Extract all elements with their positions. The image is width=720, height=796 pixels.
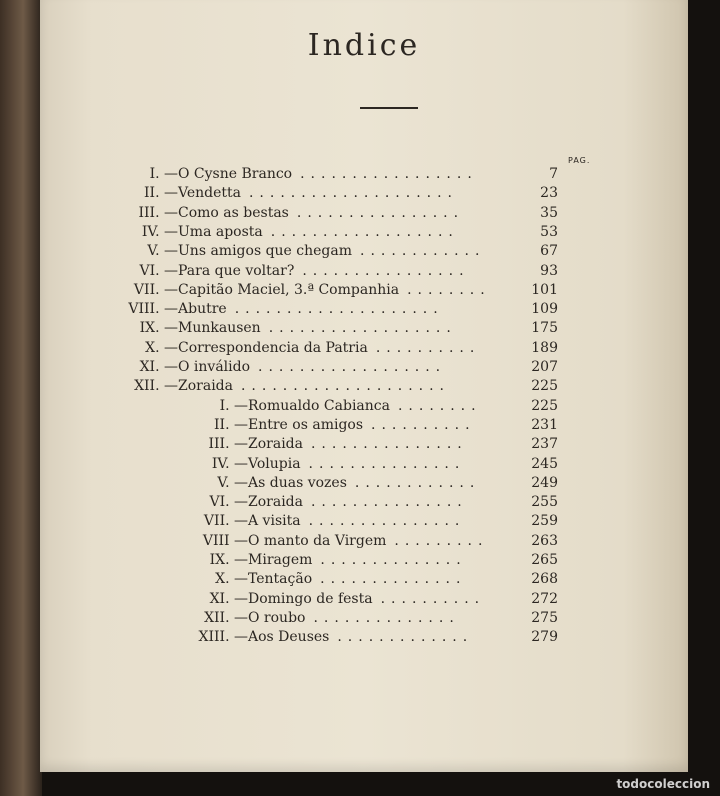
- page-column-label: PAG.: [568, 156, 591, 165]
- dot-leader: ............: [360, 243, 486, 260]
- entry-number: XIII. —: [198, 629, 248, 646]
- dot-leader: ........: [397, 397, 482, 414]
- entry-page-number: 225: [531, 397, 558, 414]
- toc-entry: [0, 203, 720, 223]
- dot-leader: .........: [394, 532, 489, 549]
- entry-page-number: 237: [531, 436, 558, 453]
- entry-title: O manto da Virgem: [248, 532, 387, 549]
- entry-number: VIII —: [202, 532, 248, 549]
- entry-number: IV. —: [141, 223, 178, 240]
- entry-title: Para que voltar?: [178, 262, 295, 279]
- entry-number: XII. —: [204, 609, 248, 626]
- entry-number: VII. —: [133, 281, 178, 298]
- entry-number: II. —: [144, 185, 178, 202]
- dot-leader: .................: [300, 166, 478, 182]
- title-rule: [360, 107, 418, 109]
- entry-title: As duas vozes: [248, 474, 347, 491]
- entry-title: A visita: [248, 513, 301, 530]
- entry-title: Romualdo Cabianca: [248, 397, 390, 414]
- dot-leader: ....................: [240, 378, 450, 395]
- dot-leader: ..........: [375, 339, 481, 356]
- dot-leader: ............: [354, 474, 481, 491]
- entry-title: Volupia: [248, 455, 301, 472]
- entry-title: Aos Deuses: [248, 629, 330, 646]
- entry-number: IV. —: [211, 455, 248, 472]
- entry-page-number: 279: [531, 629, 558, 646]
- entry-title: Correspondencia da Patria: [178, 339, 368, 356]
- entry-title: Uma aposta: [178, 223, 263, 240]
- dot-leader: ........: [407, 281, 491, 298]
- toc-subentry: [0, 550, 720, 570]
- entry-page-number: 35: [540, 204, 558, 221]
- entry-page-number: 255: [531, 494, 558, 511]
- toc-subentry: [0, 396, 720, 416]
- toc-subentry: [0, 473, 720, 493]
- entry-title: O roubo: [248, 609, 306, 626]
- dot-leader: ..............: [320, 571, 467, 588]
- entry-page-number: 272: [531, 590, 558, 607]
- entry-page-number: 207: [531, 359, 558, 375]
- toc-entry: [0, 183, 720, 203]
- entry-number: VI. —: [139, 262, 178, 279]
- entry-page-number: 265: [531, 552, 558, 568]
- entry-page-number: 225: [531, 378, 558, 395]
- entry-page-number: 101: [531, 281, 558, 298]
- toc-subentry: [0, 608, 720, 628]
- toc-subentry: [0, 454, 720, 474]
- dot-leader: ..............: [313, 609, 460, 626]
- entry-title: Vendetta: [178, 185, 241, 202]
- toc-entry: [0, 261, 720, 281]
- toc-entry: [0, 338, 720, 358]
- entry-page-number: 67: [540, 243, 558, 260]
- dot-leader: ....................: [248, 185, 458, 202]
- toc-subentry: [0, 415, 720, 435]
- toc-subentry: [0, 511, 720, 531]
- dot-leader: ...............: [308, 455, 466, 472]
- entry-number: IX. —: [209, 552, 248, 568]
- entry-page-number: 268: [531, 571, 558, 588]
- entry-number: IX. —: [139, 320, 178, 337]
- entry-number: V. —: [147, 243, 178, 260]
- entry-number: VII. —: [203, 513, 248, 530]
- toc-entry: [0, 299, 720, 319]
- entry-number: V. —: [217, 474, 248, 491]
- entry-page-number: 263: [531, 532, 558, 549]
- watermark-logo: todocoleccion: [616, 777, 710, 791]
- entry-title: O inválido: [178, 359, 251, 375]
- entry-title: Entre os amigos: [248, 416, 364, 433]
- dot-leader: ..................: [270, 223, 459, 240]
- entry-title: O Cysne Branco: [178, 166, 293, 182]
- entry-number: III. —: [138, 204, 178, 221]
- entry-page-number: 259: [531, 513, 558, 530]
- entry-page-number: 7: [549, 166, 558, 182]
- entry-title: Como as bestas: [178, 204, 289, 221]
- entry-page-number: 189: [531, 339, 558, 356]
- dot-leader: ...............: [308, 513, 466, 530]
- entry-page-number: 245: [531, 455, 558, 472]
- dot-leader: ................: [296, 204, 465, 221]
- dot-leader: ..............: [320, 552, 467, 568]
- toc-entry: [0, 241, 720, 261]
- entry-page-number: 23: [540, 185, 558, 202]
- toc-subentry: [0, 569, 720, 589]
- toc-entry: [0, 280, 720, 300]
- toc-entry: [0, 357, 720, 377]
- entry-title: Tentação: [248, 571, 313, 588]
- entry-number: I. —: [219, 397, 248, 414]
- dot-leader: ...............: [310, 436, 468, 453]
- toc-subentry: [0, 589, 720, 609]
- entry-number: XI. —: [209, 590, 248, 607]
- entry-number: VI. —: [209, 494, 248, 511]
- toc-subentry: [0, 531, 720, 551]
- dot-leader: .............: [337, 629, 474, 646]
- entry-number: II. —: [214, 416, 248, 433]
- toc-entry: [0, 222, 720, 242]
- toc-subentry: [0, 434, 720, 454]
- toc-subentry: [0, 627, 720, 647]
- entry-title: Zoraida: [178, 378, 233, 395]
- entry-title: Uns amigos que chegam: [178, 243, 353, 260]
- dot-leader: ..................: [268, 320, 457, 337]
- entry-number: XI. —: [139, 359, 178, 375]
- entry-page-number: 93: [540, 262, 558, 279]
- entry-title: Domingo de festa: [248, 590, 373, 607]
- entry-title: Abutre: [178, 301, 227, 318]
- entry-number: VIII. —: [128, 301, 178, 318]
- entry-page-number: 175: [531, 320, 558, 337]
- entry-title: Miragem: [248, 552, 313, 568]
- entry-number: I. —: [149, 166, 178, 182]
- entry-title: Zoraida: [248, 436, 303, 453]
- toc-entry: [0, 376, 720, 396]
- dot-leader: ...............: [310, 494, 468, 511]
- entry-title: Munkausen: [178, 320, 261, 337]
- toc-subentry: [0, 492, 720, 512]
- dot-leader: ..................: [258, 359, 447, 375]
- dot-leader: ..........: [371, 416, 476, 433]
- page-title: Indice: [307, 28, 421, 63]
- dot-leader: ................: [302, 262, 470, 279]
- toc-entry: [0, 318, 720, 338]
- entry-page-number: 231: [531, 416, 558, 433]
- dot-leader: ..........: [380, 590, 486, 607]
- entry-number: X. —: [145, 339, 178, 356]
- entry-page-number: 249: [531, 474, 558, 491]
- toc-entry: [0, 164, 720, 184]
- entry-page-number: 275: [531, 609, 558, 626]
- entry-number: XII. —: [134, 378, 178, 395]
- dot-leader: ....................: [234, 301, 444, 318]
- entry-number: III. —: [208, 436, 248, 453]
- entry-page-number: 53: [540, 223, 558, 240]
- entry-title: Capitão Maciel, 3.ª Companhia: [178, 281, 400, 298]
- entry-title: Zoraida: [248, 494, 303, 511]
- entry-number: X. —: [215, 571, 248, 588]
- entry-page-number: 109: [531, 301, 558, 318]
